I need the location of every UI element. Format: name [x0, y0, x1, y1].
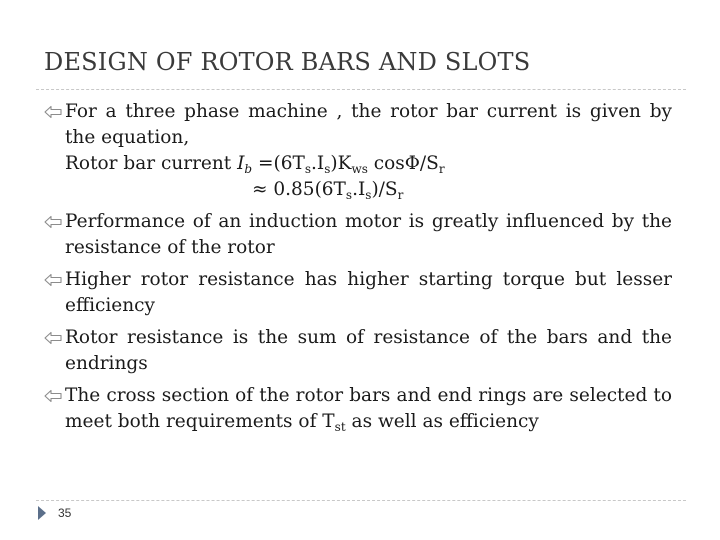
bullet-item-rotor-bar-current: [44, 99, 672, 203]
bullet-text: The cross section of the rotor bars and end rings are selected to meet both requirements of $T_{st}$ as well as efficiency: [65, 385, 672, 435]
equation-line-2: ≈ $0.85(6T_s.I_s)/S_r$: [252, 179, 404, 203]
bullet-text: Higher rotor resistance has higher starting torque but lesser efficiency: [65, 269, 672, 316]
arrow-left-outline-icon: [44, 331, 62, 345]
bullet-item-resistance-sum: [44, 325, 672, 377]
arrow-left-outline-icon: [44, 273, 62, 287]
bullet-item-performance: [44, 209, 672, 261]
arrow-left-outline-icon: [44, 105, 62, 119]
arrow-left-outline-icon: [44, 389, 62, 403]
bullet-list: [44, 99, 672, 435]
title-divider: [36, 89, 686, 90]
triangle-right-icon: [37, 505, 47, 521]
arrow-left-outline-icon: [44, 215, 62, 229]
bullet-item-cross-section: [44, 383, 672, 435]
footer-divider: [36, 500, 686, 501]
bullet-text: Performance of an induction motor is greatly influenced by the resistance of the rotor: [65, 211, 672, 258]
bullet-text: For a three phase machine , the rotor bar current is given by the equation,: [65, 101, 672, 148]
equation-line-1: Rotor bar current $I_b =(6T_s.I_s)K_{ws}$ cosΦ/$S_r$: [65, 153, 445, 177]
bullet-item-higher-resistance: [44, 267, 672, 319]
page-number: 35: [58, 506, 72, 520]
bullet-text: Rotor resistance is the sum of resistance of the bars and the endrings: [65, 327, 672, 374]
slide-title: DESIGN OF ROTOR BARS AND SLOTS: [44, 48, 531, 76]
